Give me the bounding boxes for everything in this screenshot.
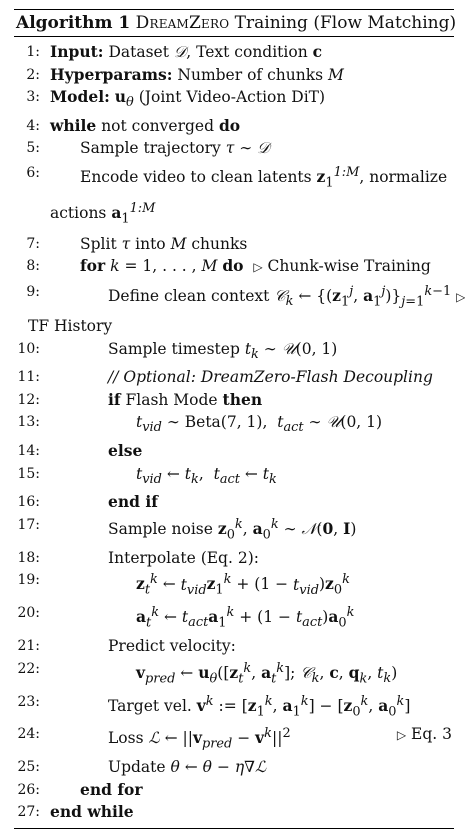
algo-line-26: 26: end for	[14, 779, 454, 802]
algo-line-6-cont: actions $a_1^{1:M}$	[50, 201, 156, 227]
algo-line-17: 17: Sample noise $z_0^k$, $a_0^k$ ∼ 𝒩(0, I)	[14, 514, 454, 547]
algo-line-20: 20: $a_t^k$ ← $t_{act}a_1^k + (1 - t_{act})a_0^k$	[14, 602, 454, 635]
algo-line-6: 6: Encode video to clean latents $z_1^{1:M}$, normalize	[14, 160, 454, 196]
line-number: 3:	[26, 89, 40, 106]
line-number: 2:	[26, 66, 40, 83]
algo-line-1: 1: Input: Dataset 𝒟, Text condition c	[14, 41, 454, 64]
algo-line-25: 25: Update θ ← θ − η∇ℒ	[14, 756, 454, 779]
algorithm-box	[14, 9, 465, 829]
algo-line-9: 9: Define clean context 𝒞$_k$ ← {($z_1^j$, $a_1^j)\}_{j=1}^{k-1}$ ▷	[14, 279, 454, 315]
line-number: 14:	[17, 443, 40, 460]
line-number: 18:	[17, 549, 40, 566]
algo-line-12: 12: if Flash Mode then	[14, 389, 454, 412]
algo-line-18: 18: Interpolate (Eq. 2):	[14, 547, 454, 570]
algo-line-16: 16: end if	[14, 491, 454, 514]
line-number: 11:	[17, 369, 40, 386]
line-number: 22:	[17, 660, 40, 677]
line-number: 13:	[17, 414, 40, 431]
algorithm-title	[14, 10, 457, 36]
algo-line-10: 10: Sample timestep $t_k$ ∼ 𝒰(0, 1)	[14, 338, 454, 367]
algo-line-24: 24: Loss ℒ ← $||v_{pred} - v^k||^2$ ▷ Eq. 3	[14, 723, 454, 756]
algo-line-27: 27: end while	[14, 801, 454, 824]
line-number: 24:	[17, 726, 40, 743]
comment-eq3: ▷ Eq. 3	[396, 725, 452, 744]
line-number: 12:	[17, 391, 40, 408]
algorithm-label: Algorithm 1	[16, 13, 131, 33]
algo-line-21: 21: Predict velocity:	[14, 635, 454, 658]
algo-line-23: 23: Target vel. $v^k$ := [$z_1^k$, $a_1^k] - [z_0^k$, $a_0^k$]	[14, 691, 454, 724]
line-number: 19:	[17, 572, 40, 589]
algo-line-22: 22: $v_{pred}$ ← $u_\theta([z_t^k$, $a_t^k$]; 𝒞$_k$, c, $q_k$, $t_k$)	[14, 658, 454, 691]
line-number: 1:	[26, 44, 40, 60]
algorithm-body	[14, 37, 465, 828]
line-number: 10:	[17, 340, 40, 357]
line-number: 5:	[26, 140, 40, 157]
algorithm-name: DreamZero	[135, 13, 230, 33]
algo-line-4: 4: while not converged do	[14, 115, 454, 138]
algo-line-13: 13: $t_{vid}$ ∼ Beta(7, 1), $t_{act}$ ∼ 𝒰(0, 1)	[14, 411, 454, 440]
line-number: 4:	[26, 117, 40, 134]
algo-line-3: 3: Model: $u_\theta$ (Joint Video-Action DiT)	[14, 86, 454, 115]
algo-line-9-cont: TF History	[28, 317, 113, 335]
line-number: 7:	[26, 235, 40, 252]
line-number: 16:	[17, 494, 40, 511]
line-number: 27:	[17, 804, 40, 821]
algo-line-14: 14: else	[14, 440, 454, 463]
algo-line-7: 7: Split τ into M chunks	[14, 233, 454, 256]
line-number: 21:	[17, 638, 40, 655]
algo-line-19: 19: $z_t^k$ ← $t_{vid}z_1^k + (1 - t_{vid})z_0^k$	[14, 569, 454, 602]
line-number: 17:	[17, 517, 40, 534]
line-number: 25:	[17, 759, 40, 776]
line-number: 6:	[26, 165, 40, 182]
line-number: 15:	[17, 465, 40, 482]
algo-line-8: 8: for k = 1, . . . , M do ▷ Chunk-wise Training	[14, 255, 454, 279]
algo-line-5: 5: Sample trajectory τ ∼ 𝒟	[14, 137, 454, 160]
algorithm-title-rest: Training (Flow Matching)	[229, 13, 457, 33]
algo-line-2: 2: Hyperparams: Number of chunks M	[14, 64, 454, 87]
line-number: 8:	[26, 258, 40, 275]
line-number: 26:	[17, 781, 40, 798]
line-number: 23:	[17, 693, 40, 710]
algo-line-15: 15: $t_{vid}$ ← $t_k$, $t_{act}$ ← $t_k$	[14, 463, 454, 492]
line-number: 20:	[17, 605, 40, 622]
line-number: 9:	[26, 283, 40, 300]
algo-line-11: 11: // Optional: DreamZero-Flash Decoupling	[14, 366, 454, 389]
